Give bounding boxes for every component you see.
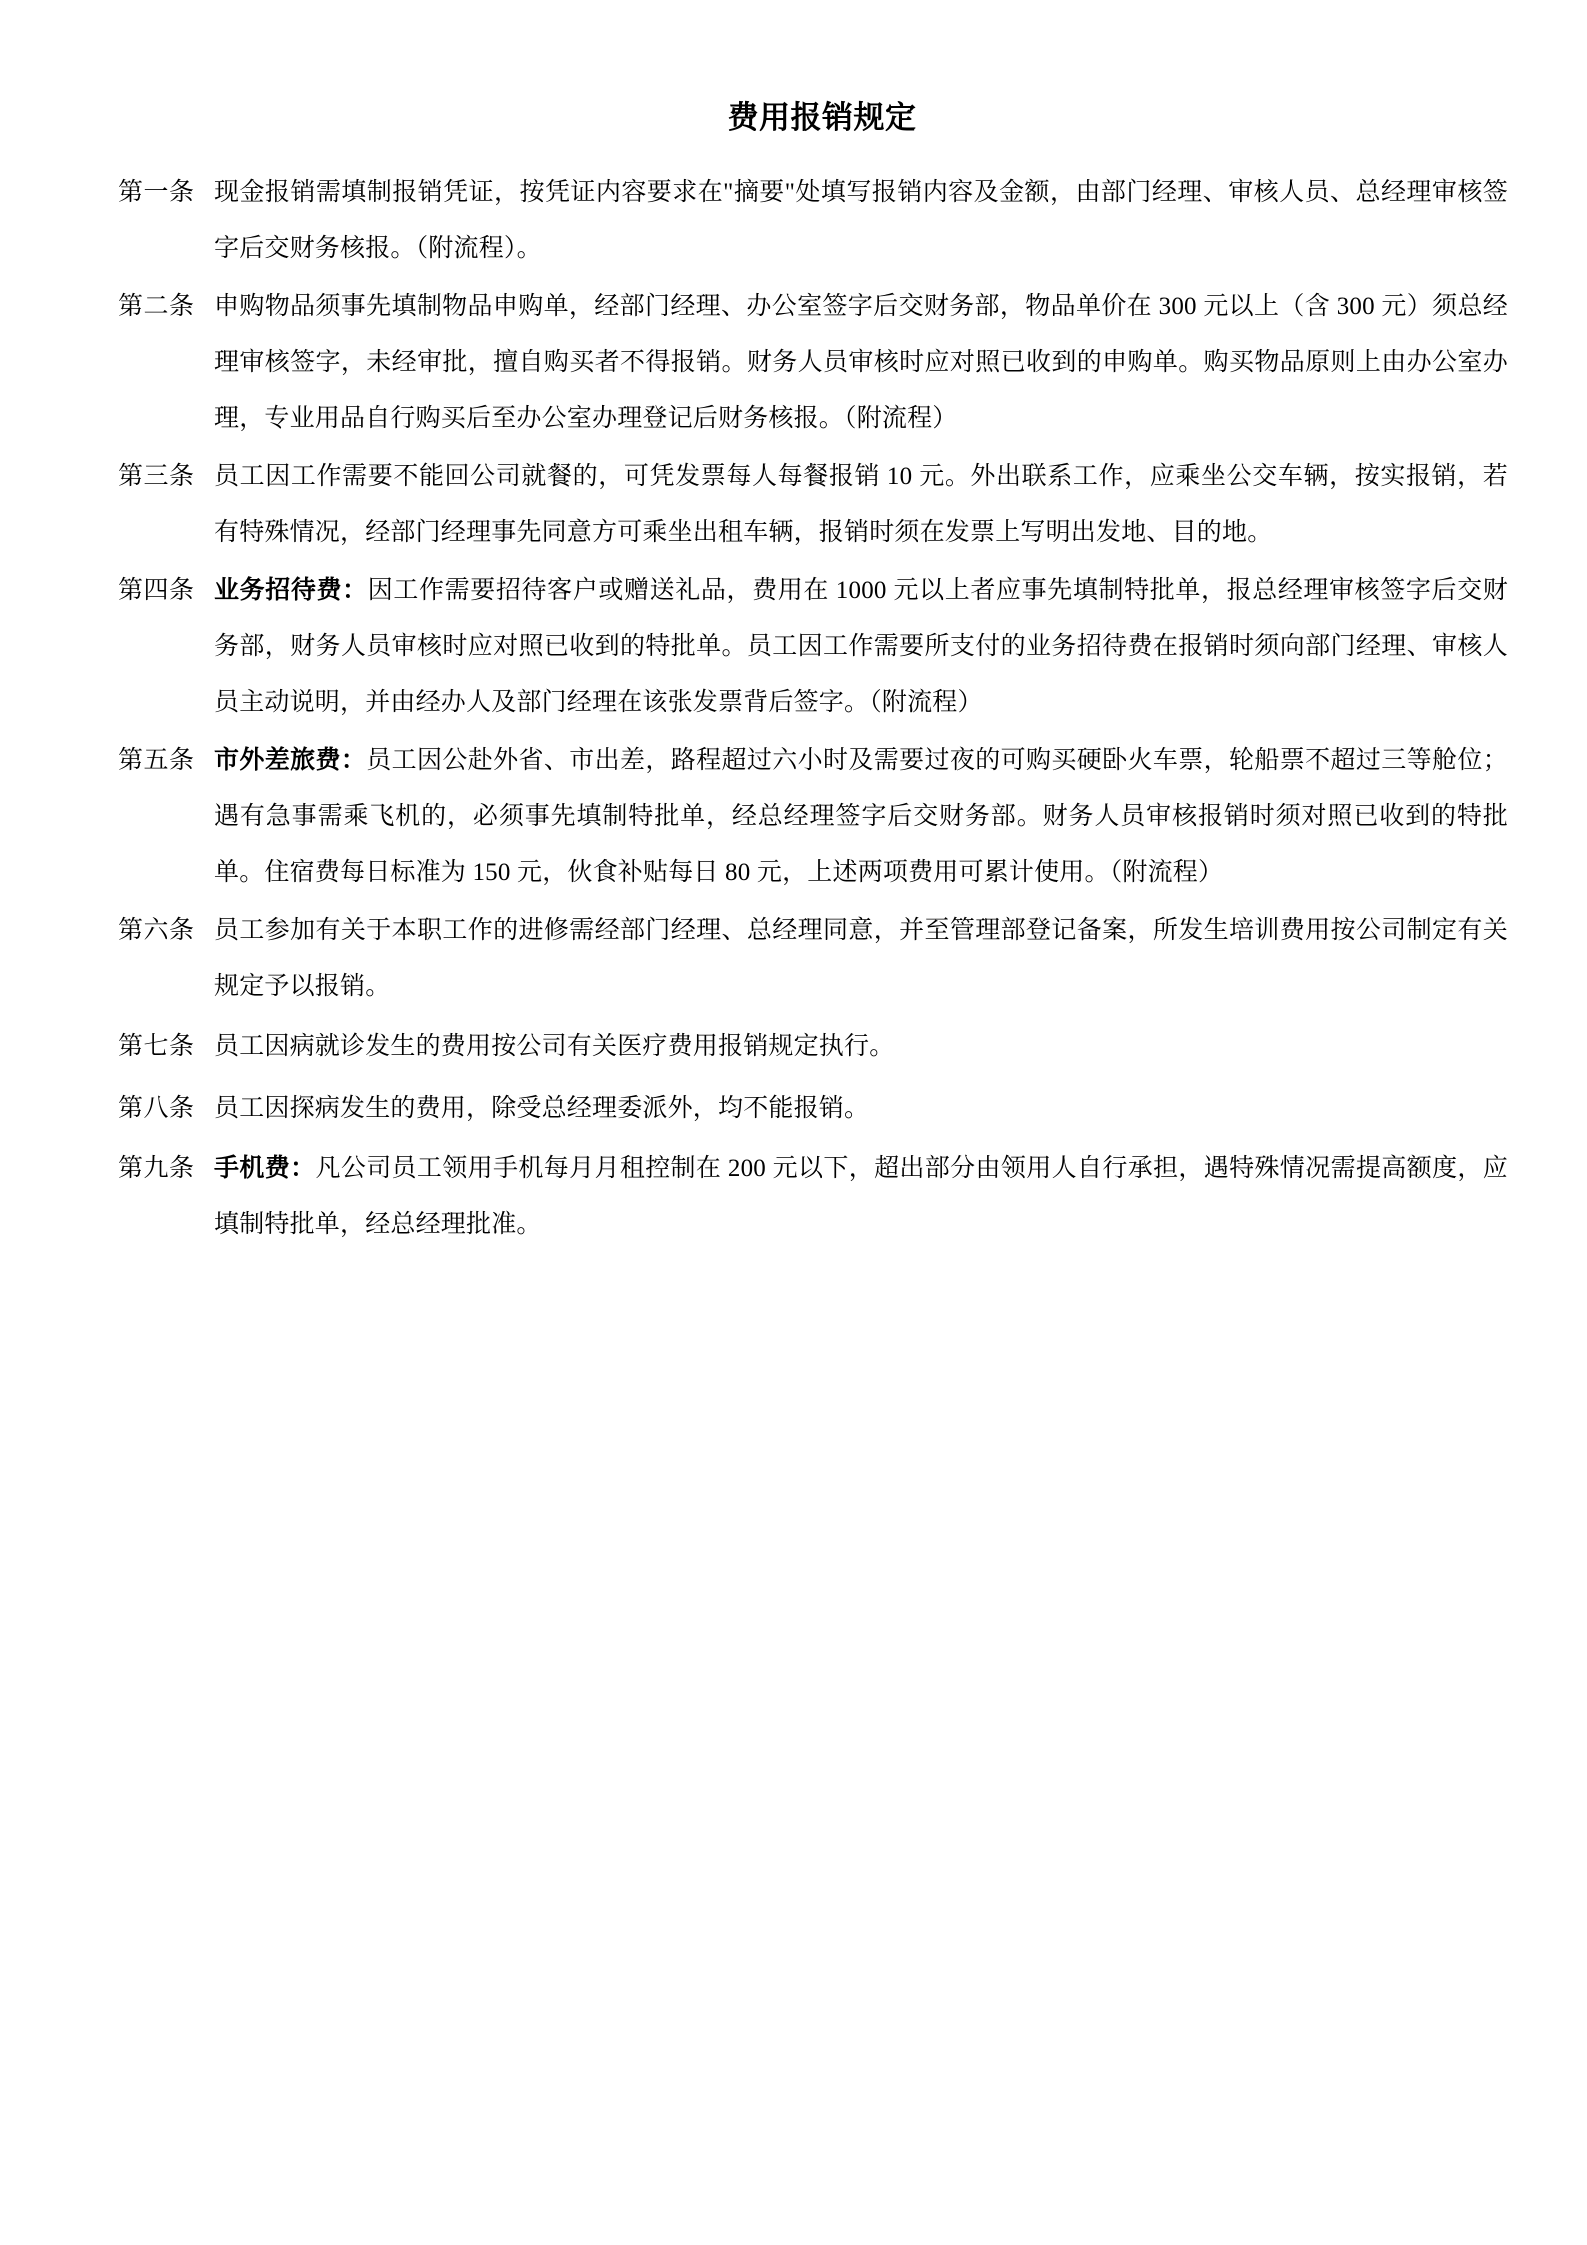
article-1-number: 第一条 (118, 179, 195, 207)
article-1-text (214, 165, 1508, 277)
article-4-text (214, 563, 1508, 731)
article-7-text (214, 1017, 1508, 1077)
article-6-text (214, 903, 1508, 1015)
article-2-number: 第二条 (118, 293, 195, 321)
article-9 (118, 1141, 1508, 1253)
article-5 (118, 733, 1508, 901)
page-title: 费用报销规定 (727, 100, 917, 135)
article-2-body: 申购物品须事先填制物品申购单，经部门经理、办公室签字后交财务部，物品单价在 300 元以上（含 300 元）须总经理审核签字，未经审批，擅自购买者不得报销。财务人员审核时应对照已收到的申购单。购买物品原则上由办公室办理，专业用品自行购买后至办公室办理登记后财务核报。（附流程） (214, 293, 1508, 433)
article-3-body: 员工因工作需要不能回公司就餐的，可凭发票每人每餐报销 10 元。外出联系工作，应乘坐公交车辆，按实报销，若有特殊情况，经部门经理事先同意方可乘坐出租车辆，报销时须在发票上写明出发地、目的地。 (214, 463, 1508, 547)
article-8-number: 第八条 (118, 1095, 195, 1123)
article-6 (118, 903, 1508, 1015)
article-9-lead: 手机费： (214, 1155, 316, 1183)
article-6-number: 第六条 (118, 917, 195, 945)
article-7-body: 员工因病就诊发生的费用按公司有关医疗费用报销规定执行。 (214, 1033, 895, 1061)
article-8-text (214, 1079, 1508, 1139)
article-2 (118, 279, 1508, 447)
article-2-text (214, 279, 1508, 447)
article-3-text (214, 449, 1508, 561)
article-8 (118, 1079, 1508, 1139)
article-1 (118, 165, 1508, 277)
article-4 (118, 563, 1508, 731)
article-5-text (214, 733, 1508, 901)
article-5-number: 第五条 (118, 747, 195, 775)
article-7 (118, 1017, 1508, 1077)
article-1-body: 现金报销需填制报销凭证，按凭证内容要求在"摘要"处填写报销内容及金额，由部门经理、审核人员、总经理审核签字后交财务核报。（附流程）。 (214, 179, 1508, 263)
article-7-number: 第七条 (118, 1033, 195, 1061)
article-3 (118, 449, 1508, 561)
article-5-lead: 市外差旅费： (214, 747, 367, 775)
article-4-body: 因工作需要招待客户或赠送礼品，费用在 1000 元以上者应事先填制特批单，报总经理审核签字后交财务部，财务人员审核时应对照已收到的特批单。员工因工作需要所支付的业务招待费在报销时须向部门经理、审核人员主动说明，并由经办人及部门经理在该张发票背后签字。（附流程） (214, 577, 1508, 717)
article-3-number: 第三条 (118, 463, 195, 491)
article-4-lead: 业务招待费： (214, 577, 368, 605)
article-9-number: 第九条 (118, 1155, 195, 1183)
article-9-text (214, 1141, 1508, 1253)
article-5-body: 员工因公赴外省、市出差，路程超过六小时及需要过夜的可购买硬卧火车票，轮船票不超过三等舱位；遇有急事需乘飞机的，必须事先填制特批单，经总经理签字后交财务部。财务人员审核报销时须对照已收到的特批单。住宿费每日标准为 150 元，伙食补贴每日 80 元，上述两项费用可累计使用。（附流程） (214, 747, 1508, 887)
article-4-number: 第四条 (118, 577, 195, 605)
document-body (118, 96, 1508, 1255)
article-8-body: 员工因探病发生的费用，除受总经理委派外，均不能报销。 (214, 1095, 870, 1123)
article-6-body: 员工参加有关于本职工作的进修需经部门经理、总经理同意，并至管理部登记备案，所发生培训费用按公司制定有关规定予以报销。 (214, 917, 1508, 1001)
article-9-body: 凡公司员工领用手机每月月租控制在 200 元以下，超出部分由领用人自行承担，遇特殊情况需提高额度，应填制特批单，经总经理批准。 (214, 1155, 1508, 1239)
